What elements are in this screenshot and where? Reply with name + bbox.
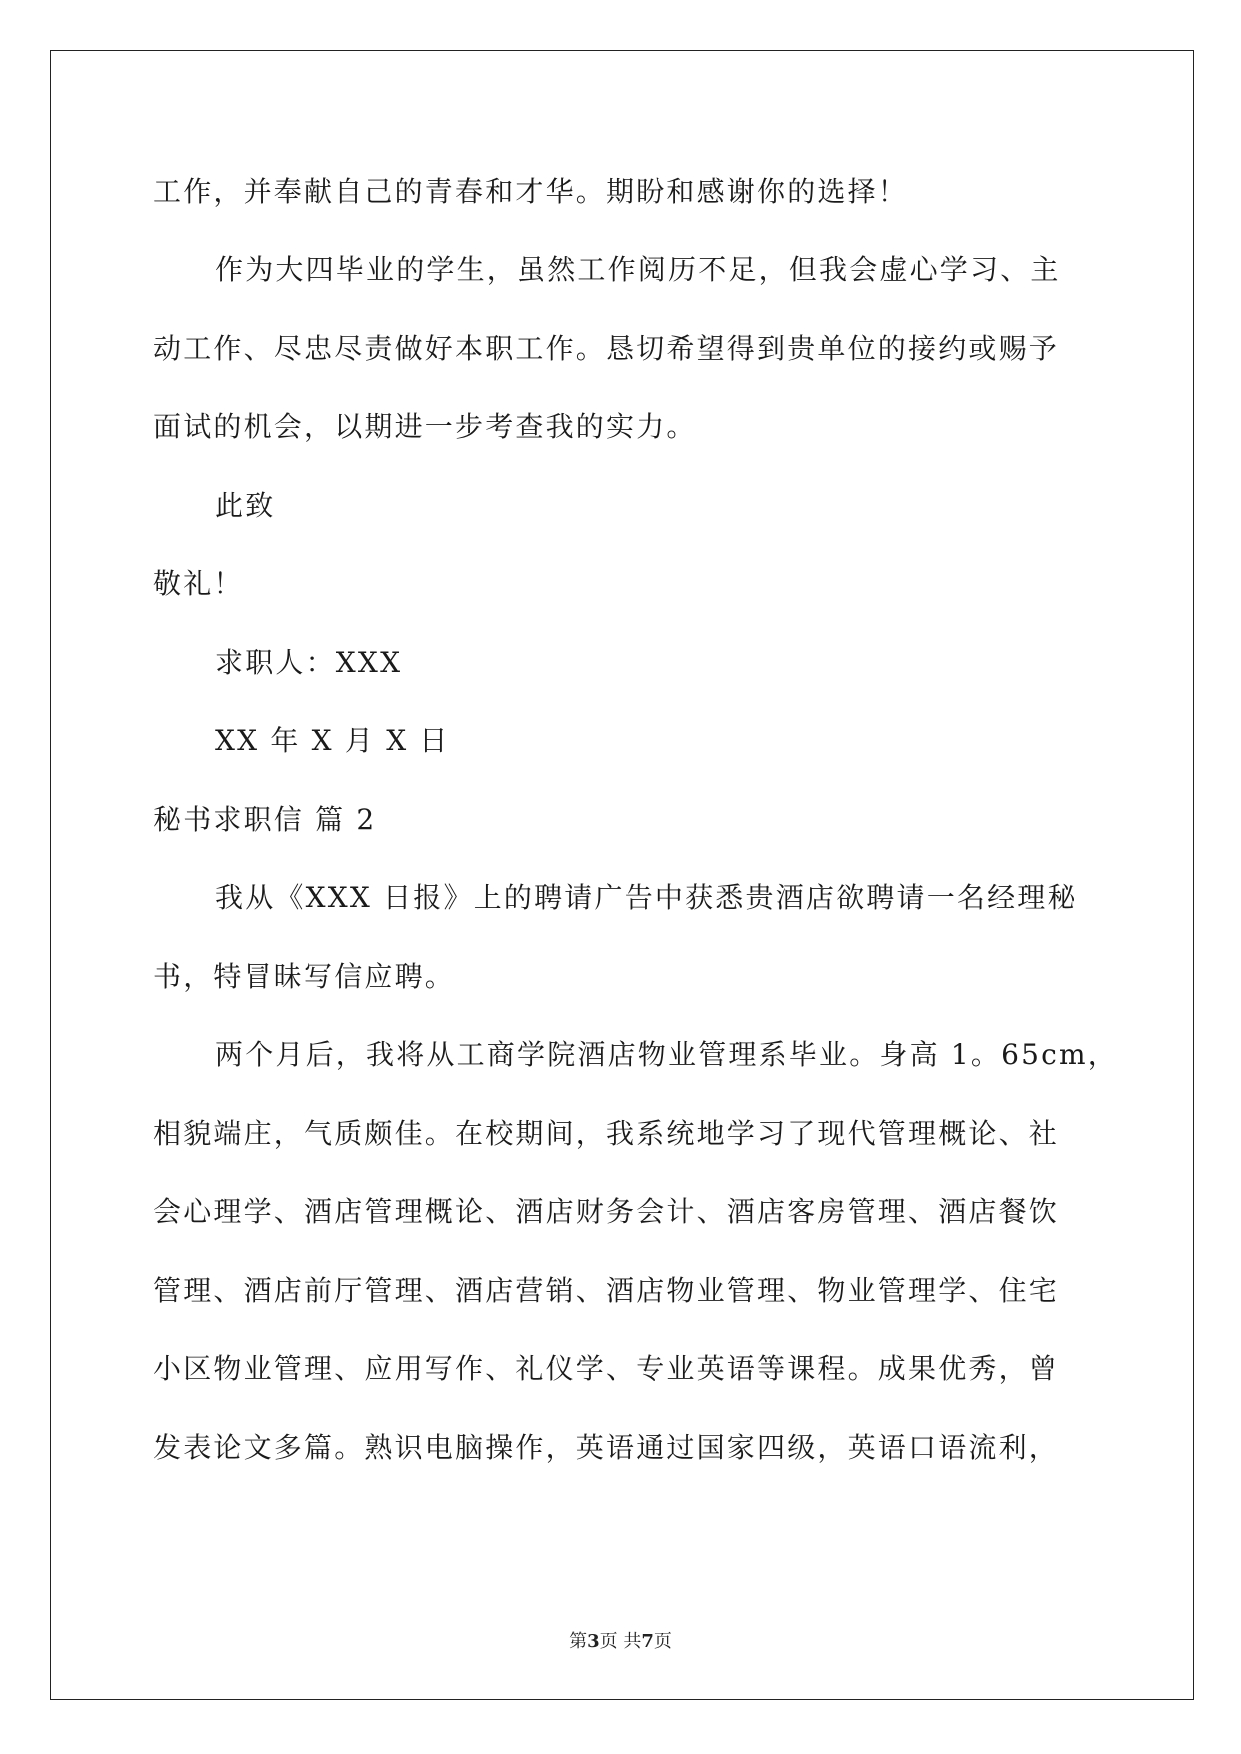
- text-line: 我从《XXX 日报》上的聘请广告中获悉贵酒店欲聘请一名经理秘: [215, 881, 1078, 914]
- closing-salutation: 此致: [215, 489, 276, 522]
- text-line: 书，特冒昧写信应聘。: [153, 960, 456, 993]
- text-line: 动工作、尽忠尽责做好本职工作。恳切希望得到贵单位的接约或赐予: [153, 332, 1060, 365]
- text-line: 发表论文多篇。熟识电脑操作，英语通过国家四级，英语口语流利，: [153, 1431, 1060, 1464]
- text-line: 作为大四毕业的学生，虽然工作阅历不足，但我会虚心学习、主: [215, 253, 1061, 286]
- page-suffix: 页: [653, 1631, 672, 1652]
- text-line: 工作，并奉献自己的青春和才华。期盼和感谢你的选择！: [153, 175, 909, 208]
- text-line: 面试的机会，以期进一步考查我的实力。: [153, 410, 697, 443]
- signature-date: XX 年 X 月 X 日: [215, 724, 450, 757]
- text-line: 相貌端庄，气质颇佳。在校期间，我系统地学习了现代管理概论、社: [153, 1117, 1060, 1150]
- page-prefix: 第: [569, 1631, 588, 1652]
- text-line: 会心理学、酒店管理概论、酒店财务会计、酒店客房管理、酒店餐饮: [153, 1195, 1060, 1228]
- text-line: 管理、酒店前厅管理、酒店营销、酒店物业管理、物业管理学、住宅: [153, 1274, 1060, 1307]
- closing-regards: 敬礼！: [153, 567, 244, 600]
- page-separator: 页 共: [599, 1631, 642, 1652]
- current-page-number: 3: [587, 1631, 600, 1652]
- text-line: 小区物业管理、应用写作、礼仪学、专业英语等课程。成果优秀，曾: [153, 1352, 1060, 1385]
- total-page-count: 7: [641, 1631, 654, 1652]
- page-number-footer: [0, 1630, 1241, 1654]
- signature-applicant: 求职人：XXX: [215, 646, 403, 679]
- text-line: 两个月后，我将从工商学院酒店物业管理系毕业。身高 1。65cm，: [215, 1038, 1118, 1071]
- section-heading: 秘书求职信 篇 2: [153, 803, 377, 836]
